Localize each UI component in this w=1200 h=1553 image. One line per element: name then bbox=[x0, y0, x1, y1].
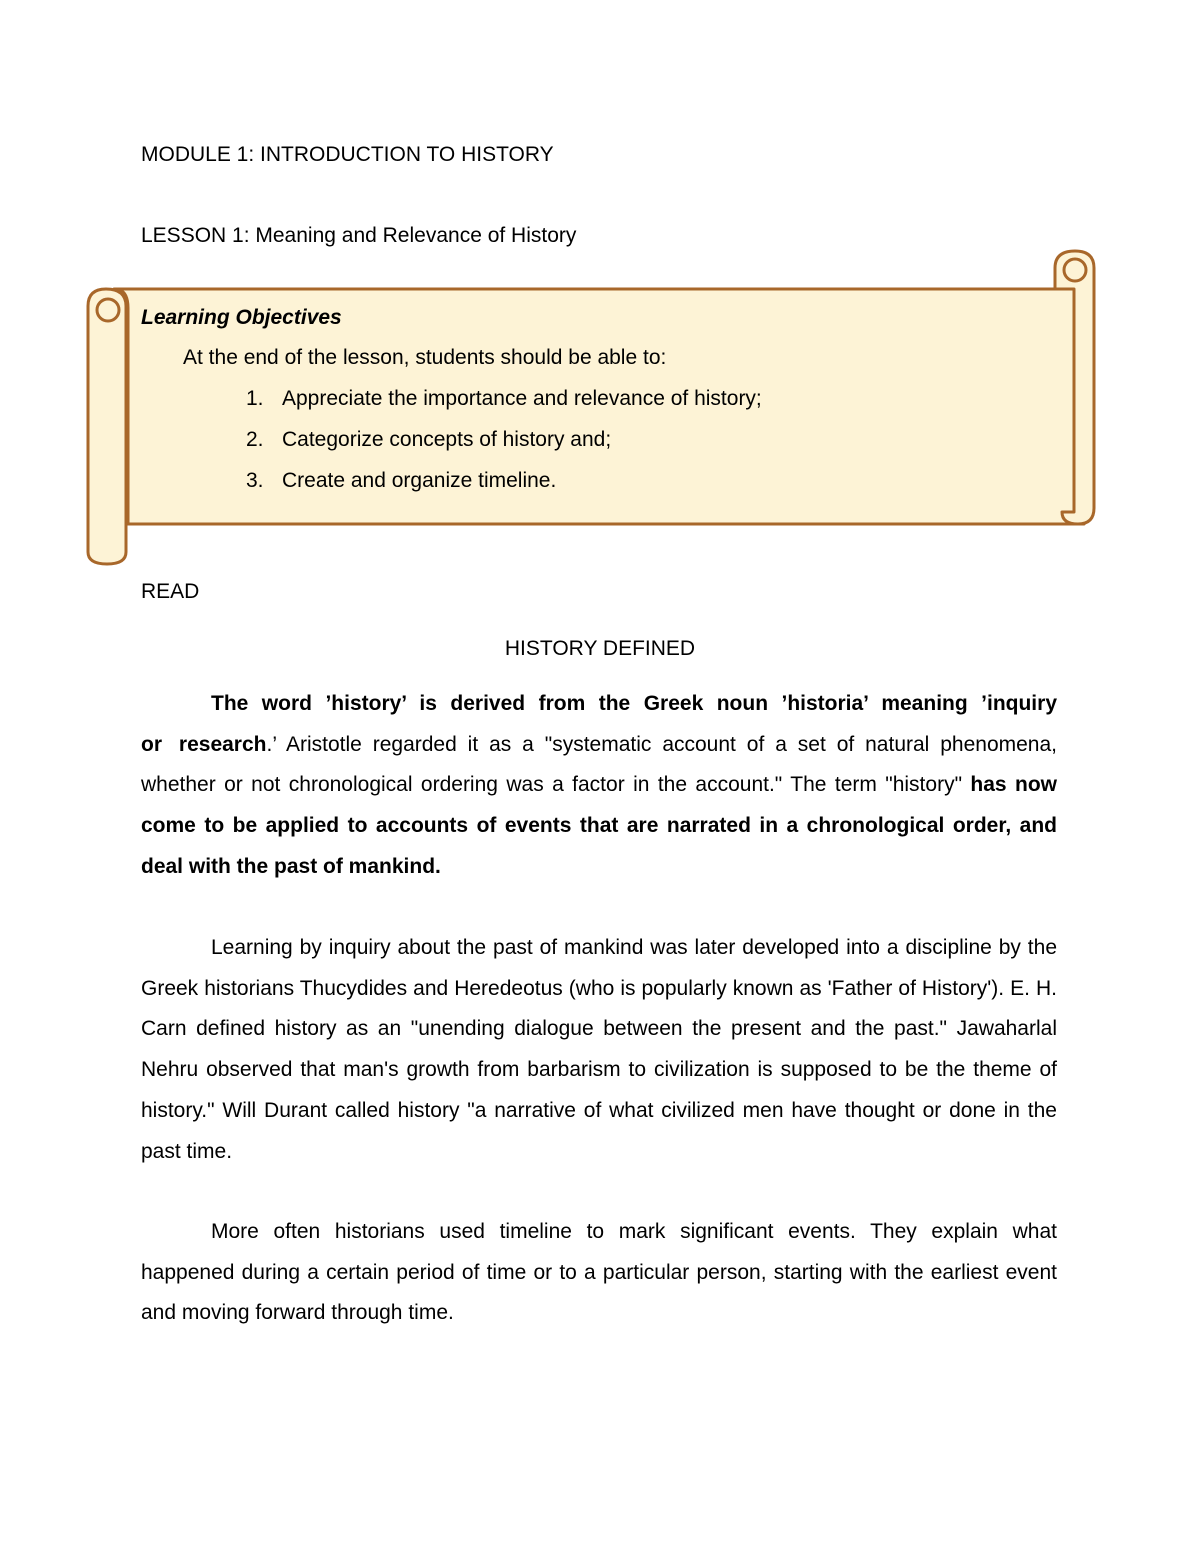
module-title: MODULE 1: INTRODUCTION TO HISTORY bbox=[141, 143, 554, 166]
objective-item bbox=[246, 386, 762, 427]
paragraph-bold-text: The word ’history’ is derived from the Greek noun ’historia’ meaning ’inquiry or research bbox=[141, 692, 1057, 756]
paragraph-bold-text: has now come to be applied to accounts of events that are narrated in a chronological order, and deal with the past of mankind. bbox=[141, 773, 1057, 878]
paragraph-timeline: More often historians used timeline to mark significant events. They explain what happened during a certain period of time or to a particular person, starting with the earliest event and moving forward through time. bbox=[141, 1220, 1057, 1325]
lesson-title: LESSON 1: Meaning and Relevance of History bbox=[141, 224, 577, 247]
read-label: READ bbox=[141, 580, 200, 603]
objectives-intro: At the end of the lesson, students should be able to: bbox=[183, 346, 667, 369]
scroll-left-curl bbox=[97, 299, 119, 321]
objective-number: 2. bbox=[246, 428, 264, 451]
objective-number: 3. bbox=[246, 469, 264, 492]
objective-item bbox=[246, 468, 762, 509]
paragraph-learning-by-inquiry: Learning by inquiry about the past of mankind was later developed into a discipline by the Greek historians Thucydides and Heredeotus (who is popularly known as 'Father of History'). E. H. Carn defined history as an "unending dialogue between the present and the past." Jawaharlal Nehru observed that man's growth from barbarism to civilization is supposed to be the theme of history." Will Durant called history "a narrative of what civilized men have thought or done in the past time. bbox=[141, 936, 1057, 1163]
objective-text: Create and organize timeline. bbox=[282, 469, 557, 492]
section-title: HISTORY DEFINED bbox=[504, 637, 696, 660]
paragraph-history-definition bbox=[141, 684, 1057, 888]
objectives-heading: Learning Objectives bbox=[141, 306, 342, 329]
objective-number: 1. bbox=[246, 387, 264, 410]
objectives-list bbox=[246, 386, 762, 509]
scroll-left-roll bbox=[88, 289, 126, 564]
paragraph-text: .’ Aristotle regarded it as a "systematic account of a set of natural phenomena, whether or not chronological ordering was a factor in the account." The term "history" bbox=[141, 732, 1057, 797]
objective-text: Categorize concepts of history and; bbox=[282, 428, 612, 451]
objective-item bbox=[246, 427, 762, 468]
objective-text: Appreciate the importance and relevance of history; bbox=[282, 387, 762, 410]
scroll-right-curl bbox=[1064, 259, 1086, 281]
